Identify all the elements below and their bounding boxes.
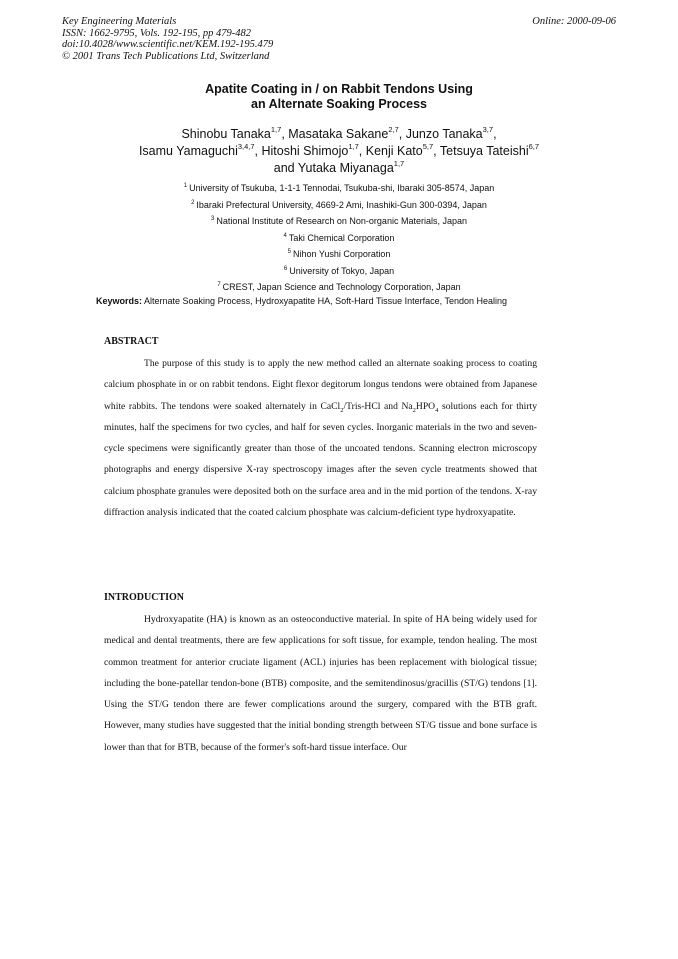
author-name: Shinobu Tanaka — [181, 127, 271, 141]
affiliation-text: University of Tokyo, Japan — [289, 265, 395, 276]
affiliation-number: 1 — [183, 183, 188, 189]
affiliation-item — [0, 213, 678, 230]
introduction-heading: INTRODUCTION — [104, 592, 185, 603]
author-name: Junzo Tanaka — [405, 127, 483, 141]
author-separator: , — [398, 127, 406, 141]
author-name: Isamu Yamaguchi — [138, 144, 238, 158]
subscript: 4 — [435, 406, 439, 414]
affiliation-item — [0, 197, 678, 214]
abstract-section — [104, 335, 537, 523]
author-separator: , — [358, 144, 366, 158]
abstract-text-3: HPO — [415, 400, 436, 412]
author-name: Kenji Kato — [365, 144, 423, 158]
title-line-1: Apatite Coating in / on Rabbit Tendons Using — [205, 82, 473, 96]
affiliation-text: University of Tsukuba, 1-1-1 Tennodai, Tsukuba-shi, Ibaraki 305-8574, Japan — [189, 183, 495, 193]
author-affil-sup: 2,7 — [388, 124, 399, 134]
author-name: Hitoshi Shimojo — [261, 144, 349, 158]
author-separator: , — [493, 127, 497, 141]
author-affil-sup: 5,7 — [422, 141, 434, 151]
affiliation-number: 5 — [287, 249, 291, 255]
affiliation-number: 7 — [217, 282, 221, 288]
journal-header — [62, 16, 616, 62]
issn-line: ISSN: 1662-9795, Vols. 192-195, pp 479-482 — [62, 27, 251, 39]
author-list — [0, 126, 678, 177]
abstract-text-4: solutions each for thirty minutes, half the specimens for two cycles, and half for seven cycles. Inorganic materials in the two and seven-cycle specimens were significantly greater than those of the uncoated tendons. Scanning electron microscopy photographs and energy dispersive X-ray spectroscopy images after the seven cycle treatments showed that calcium phosphate granules were deposited both on the surface area and in the mid portion of the tendons. X-ray diffraction analysis indicated that the coated calcium phosphate was calcium-deficient type hydroxyapatite. — [104, 400, 537, 519]
keywords-label: Keywords: — [96, 296, 143, 306]
affiliation-item — [0, 263, 678, 280]
affiliation-item — [0, 279, 678, 296]
affiliation-item — [0, 246, 678, 263]
affiliation-number: 2 — [191, 199, 195, 206]
affiliation-item — [0, 180, 678, 197]
author-affil-sup: 1,7 — [348, 141, 359, 151]
abstract-body — [104, 353, 537, 523]
affiliation-text: Taki Chemical Corporation — [288, 232, 395, 243]
author-name: Tetsuya Tateishi — [439, 144, 529, 158]
keywords-block — [96, 296, 566, 308]
author-line-2 — [0, 143, 678, 160]
abstract-text-1: The purpose of this study is to apply the new method called an alternate soaking process to coating calcium phosphate in or on rabbit tendons. Eight flexor degitorum longus tendons were obtained from Japanese white rabbits. The tendons were soaked alternately in CaCl — [104, 358, 537, 412]
affiliation-number: 3 — [211, 216, 215, 222]
abstract-heading: ABSTRACT — [104, 336, 159, 347]
author-affil-sup: 3,4,7 — [237, 141, 255, 151]
author-separator: , — [433, 144, 440, 158]
subscript: 2 — [412, 406, 416, 414]
author-affil-sup: 3,7 — [482, 124, 494, 134]
affiliation-text: National Institute of Research on Non-organic Materials, Japan — [216, 216, 467, 226]
introduction-section — [104, 591, 537, 758]
affiliation-list — [0, 180, 678, 296]
author-separator: , — [254, 144, 262, 158]
subscript: 2 — [340, 406, 344, 414]
author-line-1 — [0, 126, 678, 143]
author-affil-sup: 1,7 — [270, 124, 282, 134]
online-date: Online: 2000-09-06 — [532, 16, 616, 27]
copyright-line: © 2001 Trans Tech Publications Ltd, Switzerland — [62, 50, 270, 62]
introduction-body: Hydroxyapatite (HA) is known as an osteoconductive material. In spite of HA being widely used for medical and dental treatments, there are few applications for soft tissue, for example, tendon healing. The most common treatment for anterior cruciate ligament (ACL) injuries has been replacement with biological tissue; including the bone-patellar tendon-bone (BTB) composite, and the semitendinosus/gracillis (ST/G) tendons [1]. Using the ST/G tendon there are fewer complications around the surgery, compared with the BTB graft. However, many studies have suggested that the initial bonding strength between ST/G tissue and bone surface is lower than that for BTB, because of the former's soft-hard tissue interface. Our — [104, 614, 537, 753]
affiliation-text: Nihon Yushi Corporation — [292, 249, 391, 259]
author-affil-sup: 6,7 — [528, 141, 540, 151]
author-line-3 — [0, 160, 678, 177]
keywords-text: Alternate Soaking Process, Hydroxyapatite HA, Soft-Hard Tissue Interface, Tendon Healing — [142, 296, 508, 306]
author-name: and Yutaka Miyanaga — [273, 161, 394, 175]
affiliation-number: 6 — [283, 265, 288, 272]
abstract-text-2: /Tris-HCl and Na — [343, 400, 413, 412]
affiliation-text: CREST, Japan Science and Technology Corporation, Japan — [222, 282, 461, 292]
affiliation-text: Ibaraki Prefectural University, 4669-2 Ami, Inashiki-Gun 300-0394, Japan — [196, 199, 487, 210]
affiliation-item — [0, 230, 678, 247]
affiliation-number: 4 — [283, 232, 287, 239]
paper-title — [0, 82, 678, 112]
title-line-2: an Alternate Soaking Process — [251, 97, 427, 111]
journal-name: Key Engineering Materials — [62, 16, 177, 27]
author-affil-sup: 1,7 — [393, 158, 405, 168]
author-separator: , — [281, 127, 289, 141]
doi-line[interactable]: doi:10.4028/www.scientific.net/KEM.192-195.479 — [62, 39, 274, 51]
author-name: Masataka Sakane — [288, 127, 389, 141]
